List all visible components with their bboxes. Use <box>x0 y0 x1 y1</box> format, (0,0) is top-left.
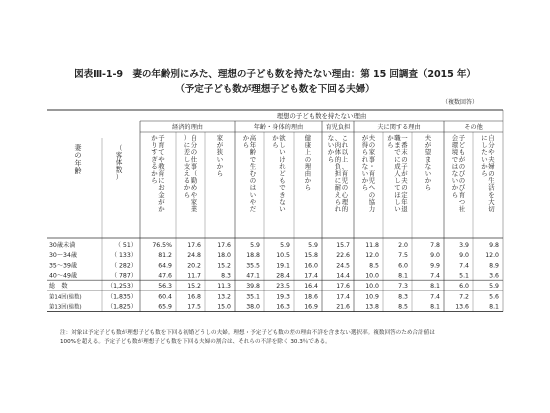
cell-value: 8.5 <box>369 262 379 270</box>
cell-value: 47.6 <box>158 272 172 280</box>
cell-value: 7.3 <box>398 283 408 290</box>
cell-value: 13.2 <box>217 293 231 301</box>
cell-value: 6.0 <box>398 262 408 270</box>
reason-label: 夫の家事・育児への協力が得られないから <box>361 134 376 213</box>
cell-value: 16.9 <box>304 303 318 311</box>
cell-value: 7.4 <box>459 262 469 270</box>
cell-value: 13.6 <box>455 303 469 311</box>
cell-value: 12.0 <box>485 252 499 260</box>
row-count: （1,825） <box>106 303 137 311</box>
row-age-label: 総 数 <box>49 283 68 290</box>
cell-value: 39.8 <box>246 283 260 290</box>
row-count: （ 133） <box>110 252 137 260</box>
cell-value: 8.1 <box>430 303 440 311</box>
row-age-label: 40～49歳 <box>49 272 78 280</box>
cell-value: 10.0 <box>365 283 379 290</box>
cell-value: 14.4 <box>336 272 350 280</box>
cell-value: 8.1 <box>489 303 499 311</box>
cell-value: 65.9 <box>158 303 172 311</box>
row-age-label: 30～34歳 <box>49 252 78 260</box>
row-count: （1,253） <box>106 283 137 290</box>
chart-subtitle: （予定子ども数が理想子ども数を下回る夫婦） <box>175 84 375 95</box>
cell-value: 47.1 <box>246 272 260 280</box>
cell-value: 15.7 <box>336 241 350 249</box>
age-header-label: 妻の年齢 <box>74 144 82 176</box>
cell-value: 16.8 <box>187 293 201 301</box>
group-header: 育児負担 <box>325 124 351 131</box>
footnote-line-2: 100%を超える。予定子ども数が理想子ども数を下回る夫婦の割合は、それらの不詳を除く 30.3％である。 <box>60 339 331 345</box>
cell-value: 19.1 <box>276 262 290 270</box>
group-header: 年齢・身体的理由 <box>253 124 304 131</box>
reason-label: 自分や夫婦の生活を大切にしたいから <box>481 134 495 213</box>
cell-value: 9.0 <box>430 252 440 260</box>
cell-value: 17.6 <box>217 241 231 249</box>
row-age-label: 35～39歳 <box>49 262 78 270</box>
reason-label: 欲しいけれどもできないから <box>272 134 286 213</box>
cell-value: 2.0 <box>398 241 408 249</box>
cell-value: 56.3 <box>158 283 172 290</box>
cell-value: 5.9 <box>308 241 318 249</box>
cell-value: 15.0 <box>217 303 231 311</box>
cell-value: 76.5% <box>152 241 172 249</box>
reason-label: 高年齢で生むのはいやだから <box>242 134 257 213</box>
cell-value: 11.8 <box>365 241 379 249</box>
cell-value: 15.2 <box>187 283 201 290</box>
cell-value: 5.9 <box>280 241 290 249</box>
reason-label: 子育てや教育にお金がかかりすぎるから <box>151 134 165 213</box>
reason-label: 一番末の子が夫の定年退職までに成人してほしいから <box>387 134 408 213</box>
cell-value: 17.5 <box>187 303 201 311</box>
row-count: （1,835） <box>106 293 137 301</box>
cell-value: 9.9 <box>430 262 440 270</box>
reason-label: 子どもがのびのび育つ社会環境ではないから <box>451 134 466 213</box>
cell-value: 35.1 <box>246 293 260 301</box>
reason-label: 家が狭いから <box>216 134 224 178</box>
cell-value: 8.9 <box>489 262 499 270</box>
cell-value: 8.3 <box>398 293 408 301</box>
cell-value: 5.9 <box>489 283 499 290</box>
cell-value: 18.0 <box>217 252 231 260</box>
cell-value: 22.6 <box>336 252 350 260</box>
cell-value: 8.5 <box>398 303 408 311</box>
cell-value: 16.3 <box>276 303 290 311</box>
cell-value: 15.8 <box>304 252 318 260</box>
cell-value: 6.0 <box>459 283 469 290</box>
chart-title: 図表Ⅲ-1-9 妻の年齢別にみた、理想の子ども数を持たない理由：第 15 回調査（2015 年） <box>74 69 476 80</box>
cell-value: 20.2 <box>187 262 201 270</box>
cell-value: 7.4 <box>430 293 440 301</box>
cell-value: 81.2 <box>158 252 172 260</box>
cell-value: 9.8 <box>489 241 499 249</box>
cell-value: 17.6 <box>187 241 201 249</box>
cell-value: 17.6 <box>336 283 350 290</box>
cell-value: 17.4 <box>304 272 318 280</box>
cell-value: 24.8 <box>187 252 201 260</box>
reason-label: 健康上の理由から <box>304 134 312 192</box>
cell-value: 23.5 <box>276 283 290 290</box>
cell-value: 15.2 <box>217 262 231 270</box>
cell-value: 7.4 <box>430 272 440 280</box>
row-count: （ 51） <box>114 241 137 249</box>
cell-value: 5.6 <box>489 293 499 301</box>
cell-value: 10.9 <box>365 293 379 301</box>
cell-value: 7.2 <box>459 293 469 301</box>
cell-value: 28.4 <box>276 272 290 280</box>
cell-value: 38.0 <box>246 303 260 311</box>
cell-value: 9.0 <box>459 252 469 260</box>
cell-value: 18.6 <box>304 293 318 301</box>
group-header: その他 <box>464 124 483 131</box>
row-count: （ 282） <box>110 262 137 270</box>
count-header-label: （客体数） <box>115 144 123 182</box>
cell-value: 17.4 <box>336 293 350 301</box>
reason-label: これ以上、育児の心理的、肉体的負担に耐えられないから <box>327 134 349 213</box>
cell-value: 10.5 <box>276 252 290 260</box>
reason-label: 夫が望まないから <box>424 134 432 192</box>
row-age-label: 30歳未満 <box>49 241 76 249</box>
cell-value: 35.5 <box>246 262 260 270</box>
cell-value: 7.8 <box>430 241 440 249</box>
cell-value: 13.8 <box>365 303 379 311</box>
row-count: （ 787） <box>110 272 137 280</box>
cell-value: 21.6 <box>336 303 350 311</box>
group-header: 経済的理由 <box>172 124 203 131</box>
cell-value: 12.0 <box>365 252 379 260</box>
cell-value: 11.7 <box>187 272 201 280</box>
multiple-answer-note: （複数回答） <box>441 99 478 106</box>
group-header: 夫に関する理由 <box>377 124 421 131</box>
row-age-label: 第14回(総数) <box>49 294 82 301</box>
reason-label: 自分の仕事（勤めや家業）に差し支えるから <box>183 134 198 213</box>
cell-value: 8.1 <box>398 272 408 280</box>
cell-value: 3.9 <box>459 241 469 249</box>
cell-value: 19.3 <box>276 293 290 301</box>
cell-value: 7.5 <box>398 252 408 260</box>
cell-value: 16.0 <box>304 262 318 270</box>
footnote-line-1: 注：対象は予定子ども数が理想子ども数を下回る初婚どうしの夫婦。理想・予定子ども数の差の理由不詳を含まない選択率。複数回答のため合計値は <box>60 330 435 336</box>
cell-value: 5.9 <box>250 241 260 249</box>
cell-value: 64.9 <box>158 262 172 270</box>
cell-value: 11.3 <box>217 283 231 290</box>
cell-value: 3.6 <box>489 272 499 280</box>
cell-value: 60.4 <box>158 293 172 301</box>
cell-value: 8.1 <box>430 283 440 290</box>
cell-value: 10.0 <box>365 272 379 280</box>
cell-value: 16.4 <box>304 283 318 290</box>
header-main-label: 理想の子ども数を持たない理由 <box>276 112 367 120</box>
cell-value: 5.1 <box>459 272 469 280</box>
row-age-label: 第13回(総数) <box>49 304 82 311</box>
cell-value: 18.8 <box>246 252 260 260</box>
cell-value: 24.5 <box>336 262 350 270</box>
cell-value: 8.3 <box>221 272 231 280</box>
